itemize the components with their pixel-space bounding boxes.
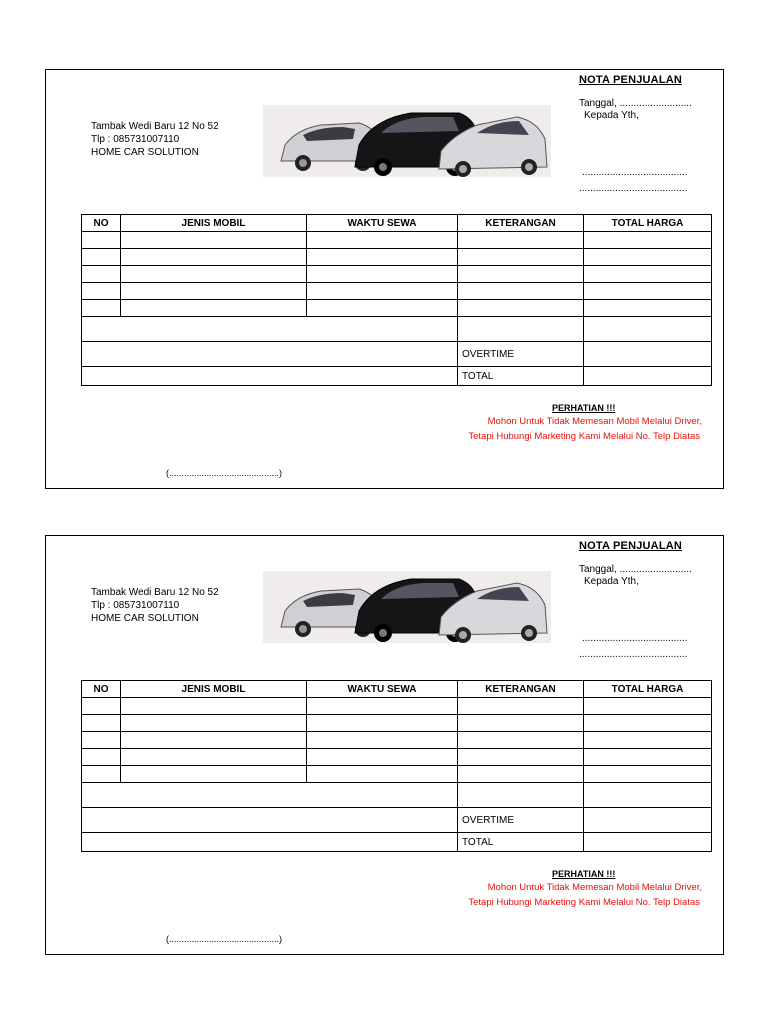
company-info <box>91 586 219 625</box>
total-row <box>82 833 712 852</box>
total-row <box>82 367 712 386</box>
table-row <box>82 783 712 808</box>
kepada-label: Kepada Yth, <box>584 110 639 121</box>
notice-line-2: Tetapi Hubungi Marketing Kami Melalui No. Telp Diatas <box>468 431 700 442</box>
recipient-line-2: ....................................... <box>579 649 688 660</box>
perhatian-heading: PERHATIAN !!! <box>552 869 616 879</box>
signature-line: (............................................) <box>166 934 283 944</box>
notice-line-1: Mohon Untuk Tidak Memesan Mobil Melalui Driver, <box>487 416 702 427</box>
table-row <box>82 732 712 749</box>
notice-line-1: Mohon Untuk Tidak Memesan Mobil Melalui Driver, <box>487 882 702 893</box>
recipient-line-1: ...................................... <box>582 633 688 644</box>
table-row <box>82 749 712 766</box>
table-row <box>82 249 712 266</box>
notice-line-2: Tetapi Hubungi Marketing Kami Melalui No. Telp Diatas <box>468 897 700 908</box>
overtime-row <box>82 808 712 833</box>
company-address: Tambak Wedi Baru 12 No 52 <box>91 121 219 132</box>
col-no: NO <box>82 215 121 232</box>
total-label: TOTAL <box>458 833 584 852</box>
table-row <box>82 266 712 283</box>
table-row <box>82 317 712 342</box>
overtime-row <box>82 342 712 367</box>
table-row <box>82 698 712 715</box>
col-waktu-sewa: WAKTU SEWA <box>307 215 458 232</box>
perhatian-heading: PERHATIAN !!! <box>552 403 616 413</box>
overtime-label: OVERTIME <box>458 808 584 833</box>
kepada-label: Kepada Yth, <box>584 576 639 587</box>
col-keterangan: KETERANGAN <box>458 215 584 232</box>
col-total-harga: TOTAL HARGA <box>584 681 712 698</box>
company-info <box>91 120 219 159</box>
table-row <box>82 766 712 783</box>
nota-penjualan-2 <box>45 535 724 955</box>
nota-title: NOTA PENJUALAN <box>579 540 683 552</box>
table-header-row <box>82 681 712 698</box>
nota-penjualan-1 <box>45 69 724 489</box>
tanggal-field: Tanggal, .......................... <box>579 98 692 109</box>
signature-line: (............................................) <box>166 468 283 478</box>
company-phone: Tlp : 085731007110 <box>91 600 180 611</box>
tanggal-field: Tanggal, .......................... <box>579 564 692 575</box>
table-row <box>82 715 712 732</box>
company-phone: Tlp : 085731007110 <box>91 134 180 145</box>
col-jenis-mobil: JENIS MOBIL <box>121 681 307 698</box>
table-row <box>82 300 712 317</box>
company-name: HOME CAR SOLUTION <box>91 613 199 624</box>
col-jenis-mobil: JENIS MOBIL <box>121 215 307 232</box>
col-no: NO <box>82 681 121 698</box>
col-total-harga: TOTAL HARGA <box>584 215 712 232</box>
total-label: TOTAL <box>458 367 584 386</box>
recipient-line-2: ....................................... <box>579 183 688 194</box>
company-name: HOME CAR SOLUTION <box>91 147 199 158</box>
rental-table <box>81 214 712 386</box>
table-row <box>82 283 712 300</box>
company-address: Tambak Wedi Baru 12 No 52 <box>91 587 219 598</box>
rental-table <box>81 680 712 852</box>
table-row <box>82 232 712 249</box>
col-keterangan: KETERANGAN <box>458 681 584 698</box>
overtime-label: OVERTIME <box>458 342 584 367</box>
nota-title: NOTA PENJUALAN <box>579 74 683 86</box>
recipient-line-1: ...................................... <box>582 167 688 178</box>
col-waktu-sewa: WAKTU SEWA <box>307 681 458 698</box>
cars-photo-icon <box>263 571 551 643</box>
cars-photo-icon <box>263 105 551 177</box>
table-header-row <box>82 215 712 232</box>
